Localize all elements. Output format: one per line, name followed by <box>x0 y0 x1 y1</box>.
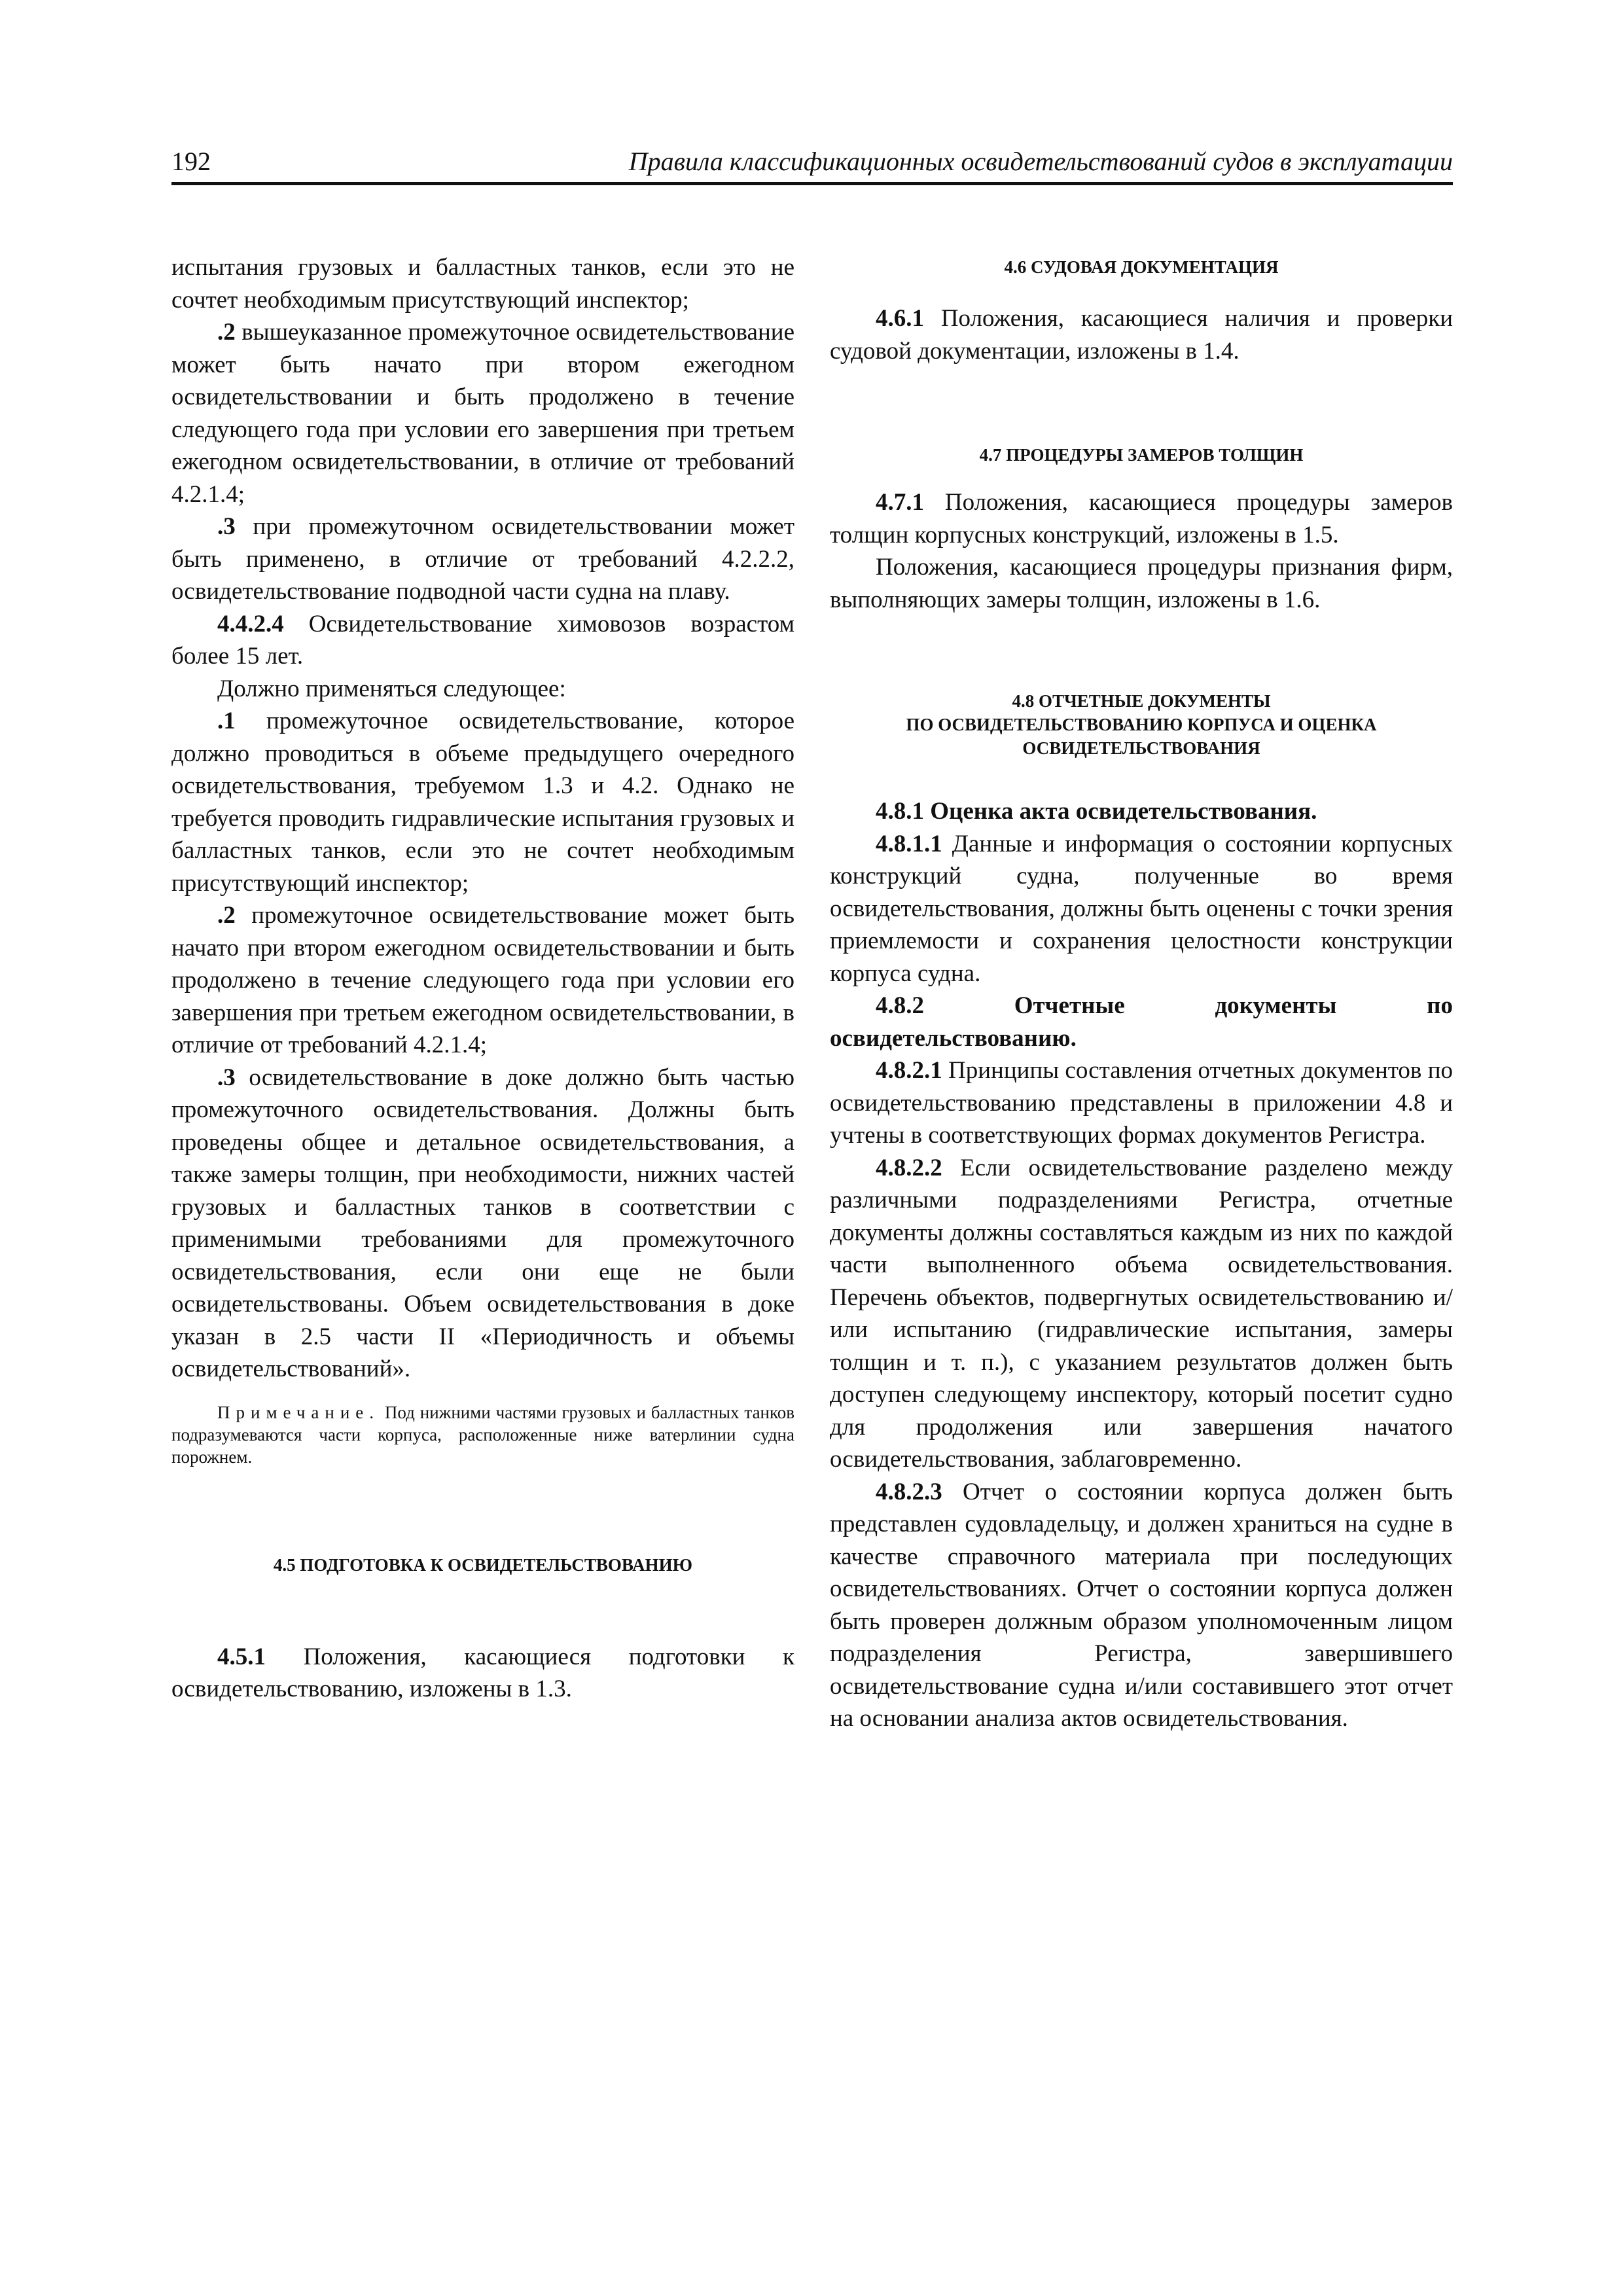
section-title-line: 4.8 ОТЧЕТНЫЕ ДОКУМЕНТЫ <box>1012 691 1271 711</box>
list-item: .1 промежуточное освидетельствование, которое должно проводиться в объеме предыдущего очередного освидетельствования, требуемом 1.3 и 4.2. Однако не требуется проводить гидравлические испытания грузовых и балластных танков, если это не сочтет необходимым присутствующий инспектор; <box>171 708 794 897</box>
clause-number: 4.6.1 <box>876 305 924 332</box>
note-label: Примечание. <box>217 1402 380 1422</box>
right-column <box>830 251 1453 1735</box>
item-number: .2 <box>217 902 236 929</box>
clause-4-8-2-3: 4.8.2.3 Отчет о состоянии корпуса должен быть представлен судовладельцу, и должен храниться на судне в качестве справочного материала при последующих освидетельствованиях. Отчет о состоянии корпуса должен быть проверен должным образом уполномоченным лицом подразделения Регистра, завершившего освидетельствование судна и/или составившего этот отчет на основании анализа актов освидетельствования. <box>830 1478 1453 1732</box>
left-column <box>171 251 794 1706</box>
section-title-4-6: 4.6 СУДОВАЯ ДОКУМЕНТАЦИЯ <box>1004 257 1279 277</box>
paragraph: испытания грузовых и балластных танков, если это не сочтет необходимым присутствующий инспектор; <box>171 254 794 314</box>
clause-number: 4.8.2.1 <box>876 1057 942 1084</box>
section-title-4-5: 4.5 ПОДГОТОВКА К ОСВИДЕТЕЛЬСТВОВАНИЮ <box>273 1554 693 1575</box>
list-item: .3 освидетельствование в доке должно быть частью промежуточного освидетельствования. Должны быть проведены общее и детальное освидетельствования, а также замеры толщин, при необходимости, нижних частей грузовых и балластных танков в соответствии с применимыми требованиями для промежуточного освидетельствования, если они еще не были освидетельствованы. Объем освидетельствования в доке указан в 2.5 части II «Периодичность и объемы освидетельствований». <box>171 1064 794 1382</box>
section-title-line: ПО ОСВИДЕТЕЛЬСТВОВАНИЮ КОРПУСА И ОЦЕНКА <box>906 715 1377 734</box>
item-number: .2 <box>217 319 236 346</box>
note: Примечание. Под нижними частями грузовых и балластных танков подразумеваются части корпуса, расположенные ниже ватерлинии судна порожнем. <box>171 1402 794 1467</box>
clause-4-4-2-4: 4.4.2.4 Освидетельствование химовозов возрастом более 15 лет. <box>171 610 794 670</box>
clause-4-8-2-1: 4.8.2.1 Принципы составления отчетных документов по освидетельствованию представлены в приложении 4.8 и учтены в соответствующих формах документов Регистра. <box>830 1057 1453 1149</box>
clause-number: 4.4.2.4 <box>217 610 284 637</box>
clause-4-5-1: 4.5.1 Положения, касающиеся подготовки к освидетельствованию, изложены в 1.3. <box>171 1643 794 1702</box>
list-item: .2 вышеуказанное промежуточное освидетельствование может быть начато при втором ежегодном освидетельствовании и быть продолжено в течение следующего года при условии его завершения при третьем ежегодном освидетельствовании, в отличие от требований 4.2.1.4; <box>171 319 794 508</box>
clause-number: 4.5.1 <box>217 1643 266 1670</box>
item-number: .1 <box>217 708 236 734</box>
clause-number: 4.8.2.3 <box>876 1478 942 1505</box>
clause-4-8-2-2: 4.8.2.2 Если освидетельствование разделено между различными подразделениями Регистра, отчетные документы должны составляться каждым из них по каждой части выполненного объема освидетельствования. Перечень объектов, подвергнутых освидетельствованию и/или испытанию (гидравлические испытания, замеры толщин и т. п.), с указанием результатов должен быть доступен следующему инспектору, который посетит судно для продолжения или завершения начатого освидетельствования, заблаговременно. <box>830 1154 1453 1473</box>
subsection-heading-4-8-2: 4.8.2 Отчетные документы по освидетельствованию. <box>830 992 1453 1052</box>
page-header <box>171 145 1453 185</box>
section-title-line: ОСВИДЕТЕЛЬСТВОВАНИЯ <box>1022 738 1260 758</box>
clause-4-8-1-1: 4.8.1.1 Данные и информация о состоянии корпусных конструкций судна, полученные во время освидетельствования, должны быть оценены с точки зрения приемлемости и сохранения целостности конструкции корпуса судна. <box>830 830 1453 987</box>
paragraph: Положения, касающиеся процедуры признания фирм, выполняющих замеры толщин, изложены в 1.6. <box>830 554 1453 613</box>
clause-number: 4.8.1.1 <box>876 830 942 857</box>
page-number: 192 <box>171 147 211 176</box>
clause-4-7-1: 4.7.1 Положения, касающиеся процедуры замеров толщин корпусных конструкций, изложены в 1.5. <box>830 489 1453 548</box>
item-number: .3 <box>217 1064 236 1091</box>
subsection-heading-4-8-1: 4.8.1 Оценка акта освидетельствования. <box>876 798 1317 825</box>
running-title: Правила классификационных освидетельствований судов в эксплуатации <box>628 147 1453 176</box>
clause-4-6-1: 4.6.1 Положения, касающиеся наличия и проверки судовой документации, изложены в 1.4. <box>830 305 1453 365</box>
list-item: .2 промежуточное освидетельствование может быть начато при втором ежегодном освидетельствовании и быть продолжено в течение следующего года при условии его завершения при третьем ежегодном освидетельствовании, в отличие от требований 4.2.1.4; <box>171 902 794 1058</box>
item-number: .3 <box>217 513 236 540</box>
list-item: .3 при промежуточном освидетельствовании может быть применено, в отличие от требований 4.2.2.2, освидетельствование подводной части судна на плаву. <box>171 513 794 605</box>
section-title-4-8 <box>830 689 1453 760</box>
section-title-4-7: 4.7 ПРОЦЕДУРЫ ЗАМЕРОВ ТОЛЩИН <box>979 445 1304 465</box>
clause-number: 4.8.2.2 <box>876 1154 942 1181</box>
paragraph: Должно применяться следующее: <box>217 675 566 702</box>
clause-number: 4.7.1 <box>876 489 924 516</box>
